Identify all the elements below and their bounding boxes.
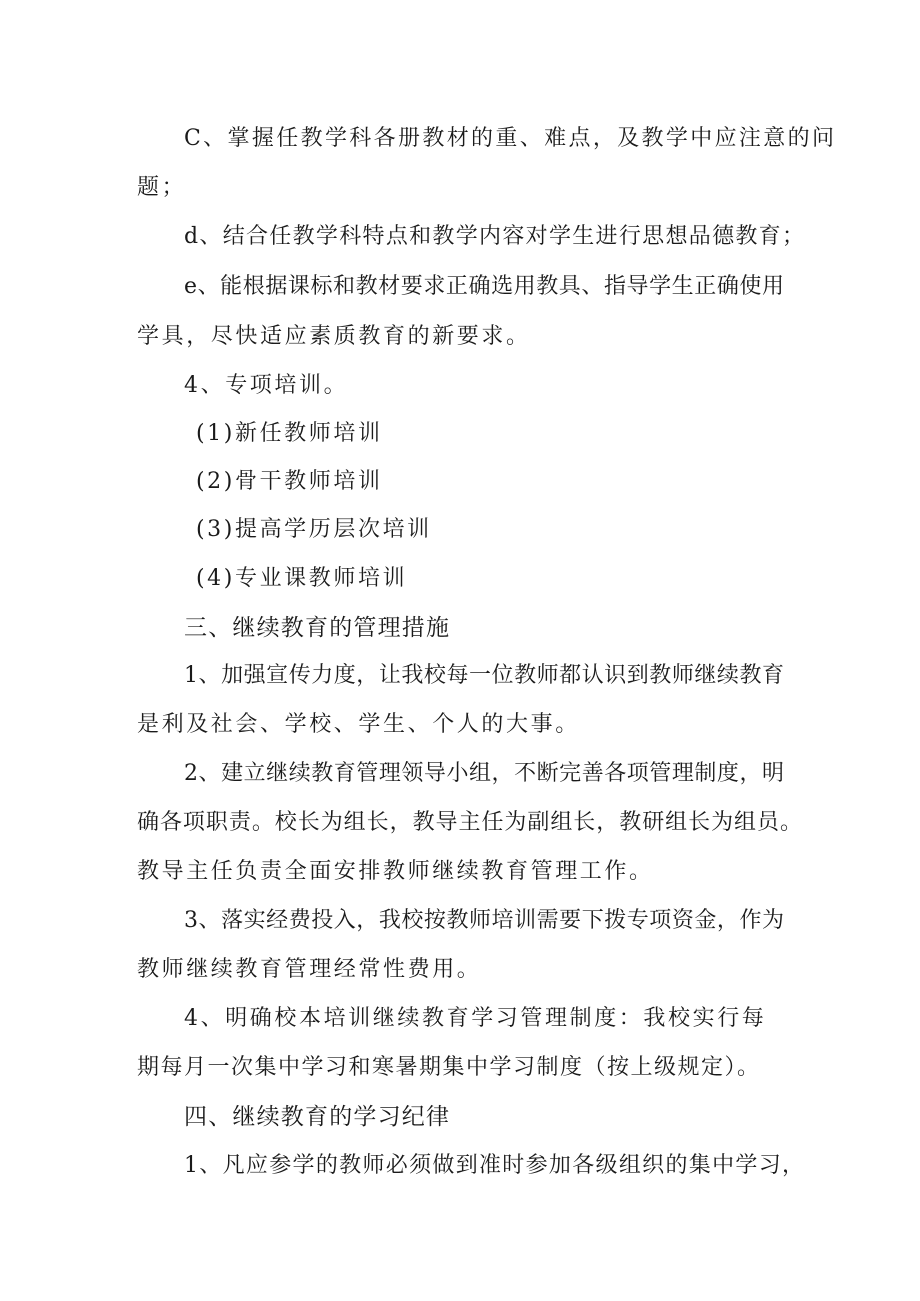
training-item-3: (3)提高学历层次培训 [196, 517, 432, 542]
special-training-title: 4、专项培训。 [184, 373, 349, 398]
training-item-2: (2)骨干教师培训 [196, 469, 383, 494]
section-3-heading: 三、继续教育的管理措施 [184, 615, 451, 641]
paragraph-d: d、结合任教学科特点和教学内容对学生进行思想品德教育； [184, 224, 804, 249]
section-4-p1-line-1: 1、凡应参学的教师必须做到准时参加各级组织的集中学习， [184, 1153, 804, 1178]
training-item-4: (4)专业课教师培训 [196, 566, 408, 591]
section-3-p3-line-1: 3、落实经费投入，我校按教师培训需要下拨专项资金，作为 [184, 908, 784, 933]
training-item-1: (1)新任教师培训 [196, 421, 383, 446]
paragraph-e-line-2: 学具，尽快适应素质教育的新要求。 [137, 324, 531, 349]
section-3-p4-line-1: 4、明确校本培训继续教育学习管理制度：我校实行每 [184, 1006, 767, 1031]
section-3-p1-line-1: 1、加强宣传力度，让我校每一位教师都认识到教师继续教育 [184, 663, 784, 688]
paragraph-e-line-1: e、能根据课标和教材要求正确选用教具、指导学生正确使用 [184, 274, 784, 299]
paragraph-c-line-1: C、掌握任教学科各册教材的重、难点，及教学中应注意的问 [184, 126, 834, 151]
section-3-p1-line-2: 是利及社会、学校、学生、个人的大事。 [137, 712, 580, 737]
section-3-p2-line-2: 确各项职责。校长为组长，教导主任为副组长，教研组长为组员。 [137, 810, 802, 835]
section-3-p3-line-2: 教师继续教育管理经常性费用。 [137, 957, 482, 982]
section-4-heading: 四、继续教育的学习纪律 [184, 1104, 451, 1130]
section-3-p2-line-3: 教导主任负责全面安排教师继续教育管理工作。 [137, 859, 654, 884]
section-3-p4-line-2: 期每月一次集中学习和寒暑期集中学习制度（按上级规定）。 [137, 1055, 759, 1080]
section-3-p2-line-1: 2、建立继续教育管理领导小组，不断完善各项管理制度，明 [184, 761, 784, 786]
paragraph-c-line-2: 题； [137, 175, 187, 200]
